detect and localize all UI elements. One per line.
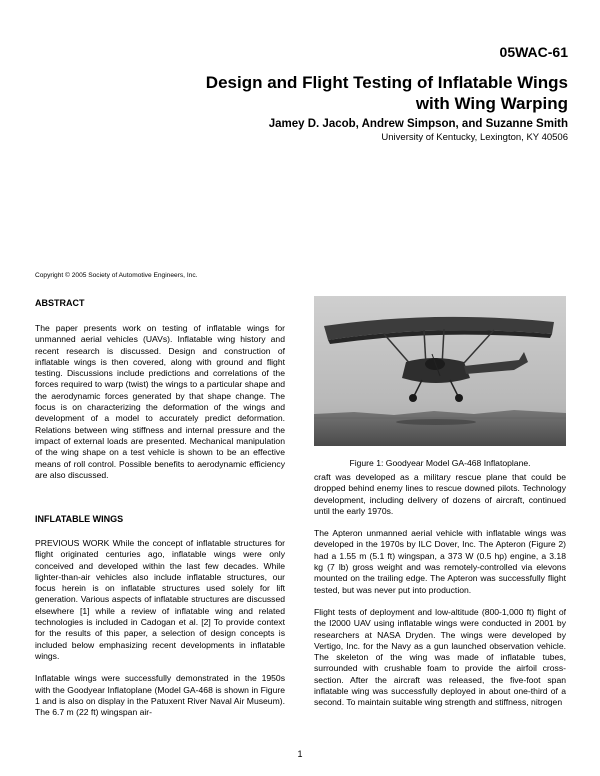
abstract-heading: ABSTRACT <box>35 298 85 308</box>
copyright-notice: Copyright © 2005 Society of Automotive Engineers, Inc. <box>35 272 198 279</box>
right-column <box>314 472 566 709</box>
inflatable-wings-heading: INFLATABLE WINGS <box>35 514 124 524</box>
previous-work-paragraph: PREVIOUS WORK While the concept of inflatable structures for flight originated centuries ago, inflatable wings were only conceived and developed within the last few decades. While lighter-than-air vehicles also include inflatable structures, our focus herein is on inflatable structures used solely for lift generation. Various aspects of inflatable structures are discussed elsewhere [1] while a review of inflatable wing and related technologies is included in Cadogan et al. [2] To provide context for the results of this paper, a selection of design concepts is included below emphasizing recent developments in inflatable wings. <box>35 538 285 661</box>
title-line-1: Design and Flight Testing of Inflatable Wings <box>205 73 568 92</box>
inflatable-wings-section <box>35 514 285 718</box>
authors: Jamey D. Jacob, Andrew Simpson, and Suzanne Smith <box>268 118 568 130</box>
paper-title <box>128 72 568 114</box>
inflatoplane-image <box>314 296 566 446</box>
affiliation: University of Kentucky, Lexington, KY 40506 <box>381 132 568 143</box>
inflatoplane-paragraph: Inflatable wings were successfully demonstrated in the 1950s with the Goodyear Inflatoplane (Model GA-468 is shown in Figure 1 and is also on display in the Patuxent River Naval Air Museum). The 6.7 m (22 ft) wingspan air- <box>35 673 285 718</box>
abstract-text: The paper presents work on testing of inflatable wings for unmanned aerial vehicles (UAVs). Inflatable wing history and recent research is discussed. Design and construction of inflatable wings is then covered, along with ground and flight testing. Discussions include predictions and correlations of the forces required to warp (twist) the wings to a particular shape and the aerodynamic forces generated by that shape change. The focus is on characterizing the deformation of the wings and development of a model to accurately predict deformation. Relations between wing stiffness and internal pressure and the impact of external loads are presented. Mechanical manipulation of the wing shape on a test vehicle is shown to be an effective means of roll control. Possible benefits to aerodynamic efficiency are also discussed. <box>35 323 285 480</box>
figure-1-caption: Figure 1: Goodyear Model GA-468 Inflatoplane. <box>349 458 531 468</box>
paper-id: 05WAC-61 <box>499 44 568 60</box>
page-number: 1 <box>297 749 303 759</box>
rescue-plane-paragraph: craft was developed as a military rescue plane that could be dropped behind enemy lines to rescue downed pilots. Technology development, including delivery of dozens of aircraft, continued until the early 1970s. <box>314 472 566 516</box>
apteron-paragraph: The Apteron unmanned aerial vehicle with inflatable wings was developed in the 1970s by ILC Dover, Inc. The Apteron (Figure 2) had a 1.55 m (5.1 ft) wingspan, a 373 W (0.5 hp) engine, a 3.18 kg (7 lb) gross weight and was remotely-controlled via elevons mounted on the trailing edge. The Apteron was successfully flight tested, but was never put into production. <box>314 528 566 595</box>
title-line-2: with Wing Warping <box>415 94 568 113</box>
inflatoplane-photo <box>314 296 566 446</box>
i2000-paragraph: Flight tests of deployment and low-altitude (800-1,000 ft) flight of the I2000 UAV using inflatable wings were conducted in 2001 by researchers at NASA Dryden. The wings were developed by Vertigo, Inc. for the Navy as a gun launched observation vehicle. The skeleton of the wing was made of inflatable tubes, surrounded with crushable foam to provide the airfoil cross-section. After the aircraft was released, the five-foot span inflatable wing was successfully deployed in about one-third of a second. To maintain suitable wing strength and stiffness, nitrogen <box>314 606 566 708</box>
abstract-section <box>35 298 285 481</box>
